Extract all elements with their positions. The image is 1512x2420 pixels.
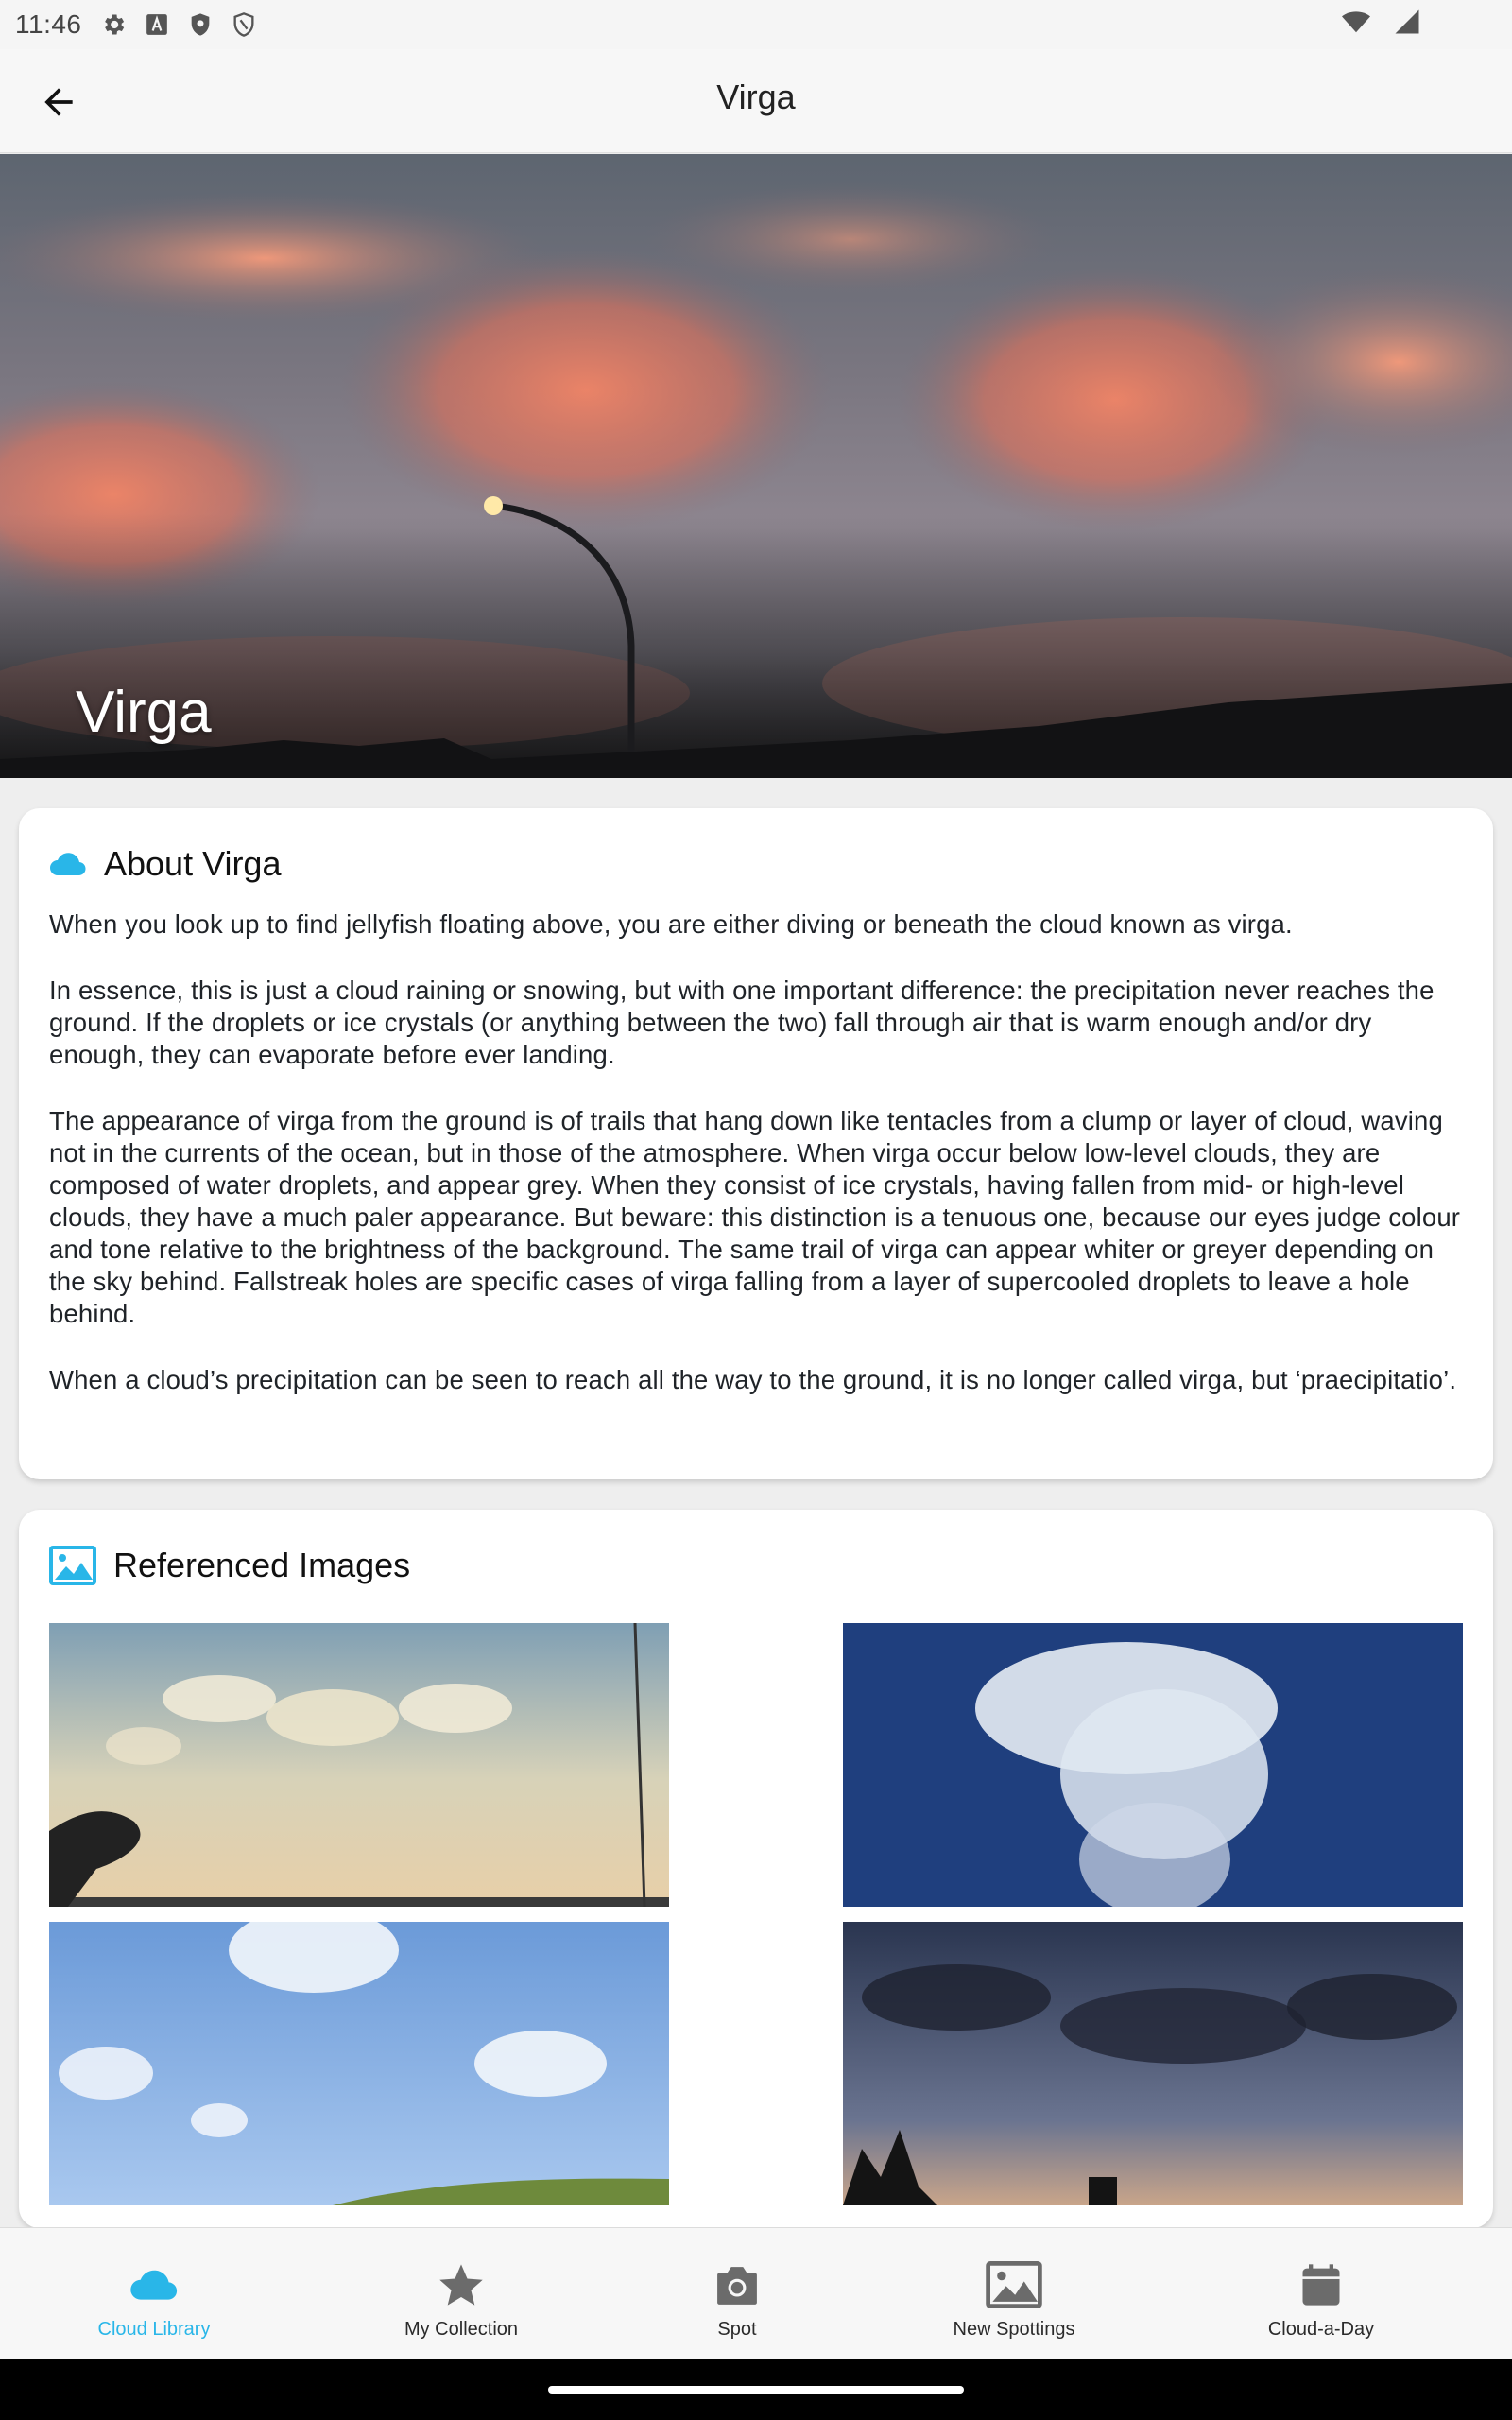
shield-icon [186,10,215,39]
bottom-navigation [0,2227,1512,2360]
nav-item-cloud-library[interactable] [60,2228,249,2360]
signal-icon [1393,8,1421,36]
about-card [19,808,1493,1479]
about-header [19,808,1493,884]
calendar-icon [1297,2260,1346,2309]
referenced-images-card [19,1510,1493,2228]
about-paragraph: In essence, this is just a cloud raining or snowing, but with one important difference: the precipitation never reaches the ground. If the droplets or ice crystals (or anything between the two) fall through air that is warm enough and/or dry enough, they can evaporate before ever landing. [49,976,1435,1069]
page-title: Virga [716,78,796,116]
nav-item-new-spottings[interactable] [919,2228,1108,2360]
nav-label: Cloud-a-Day [1267,2319,1375,2340]
hero-image [0,154,1512,778]
referenced-images-title: Referenced Images [113,1546,411,1584]
status-bar [0,0,1512,49]
image-icon [985,2261,1043,2308]
about-paragraph: The appearance of virga from the ground is of trails that hang down like tentacles from a clump or layer of cloud, waving not in the currents of the ocean, but in those of the atmosphere. When virga occur below low-level clouds, they are composed of water droplets, and appear grey. When they consist of ice crystals, having fallen from mid- or high-level clouds, they have a much paler appearance. But beware: this distinction is a tenuous one, because our eyes judge colour and tone relative to the brightness of the background. The same trail of virga can appear whiter or greyer depending on the sky behind. Fallstreak holes are specific cases of virga falling from a layer of supercooled droplets to leave a hole behind. [49,1106,1461,1328]
nav-item-cloud-a-day[interactable] [1227,2228,1416,2360]
status-time: 11:46 [15,9,82,39]
cloud-icon [49,851,87,877]
about-text [19,884,1493,1396]
cloud-icon [129,2267,179,2303]
referenced-image-thumbnail[interactable] [843,1623,1463,1907]
shield-outline-icon [230,10,258,39]
nav-label: My Collection [404,2319,519,2340]
referenced-image-thumbnail[interactable] [49,1623,669,1907]
app-bar [0,49,1512,153]
about-paragraph: When you look up to find jellyfish floating above, you are either diving or beneath the cloud known as virga. [49,909,1293,939]
font-a-icon [143,10,171,39]
star-icon [437,2260,486,2309]
hero-title: Virga [76,680,212,745]
wifi-icon [1342,8,1370,36]
about-paragraph: When a cloud’s precipitation can be seen to reach all the way to the ground, it is no longer called virga, but ‘praecipitatio’. [49,1365,1457,1394]
nav-item-my-collection[interactable] [367,2228,556,2360]
image-icon [49,1546,96,1585]
referenced-images-header [19,1510,1493,1585]
camera-icon [713,2263,762,2307]
referenced-image-thumbnail[interactable] [843,1922,1463,2205]
about-title: About Virga [104,844,282,883]
referenced-image-thumbnail[interactable] [49,1922,669,2205]
nav-label: Cloud Library [97,2319,211,2340]
nav-item-spot[interactable] [643,2228,832,2360]
nav-label: Spot [717,2319,757,2340]
system-gesture-bar [0,2360,1512,2420]
nav-label: New Spottings [953,2319,1075,2340]
settings-icon [99,10,128,39]
gesture-handle[interactable] [548,2386,964,2394]
